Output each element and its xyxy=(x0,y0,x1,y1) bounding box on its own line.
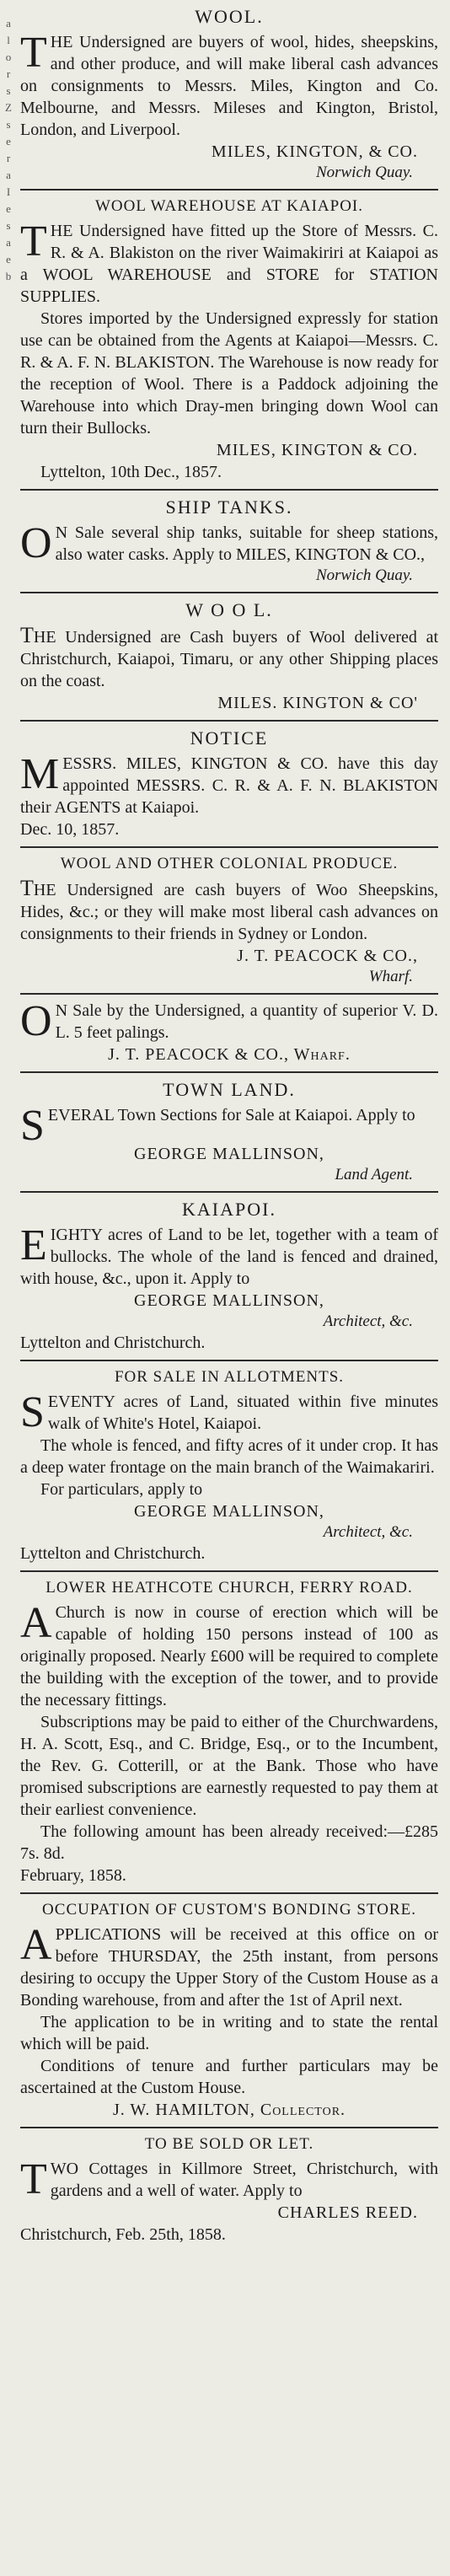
ad-body: N Sale by the Undersigned, a quantity of superior V. D. L. 5 feet palings. xyxy=(55,1001,438,1042)
ad-signature: J. T. PEACOCK & CO., Wharf. xyxy=(108,1045,351,1064)
ad-date: Lyttelton, 10th Dec., 1857. xyxy=(40,463,222,481)
gutter-mark: a xyxy=(6,169,11,181)
gutter-mark: a xyxy=(6,17,11,30)
gutter-mark: l xyxy=(7,34,10,46)
ad-heading: OCCUPATION OF CUSTOM'S BONDING STORE. xyxy=(42,1901,416,1919)
ad-heading: WOOL. xyxy=(195,6,264,27)
ad-signature: J. T. PEACOCK & CO., xyxy=(237,947,418,965)
gutter-mark: e xyxy=(6,202,11,215)
ad-body: HE Undersigned are cash buyers of Woo Sheepskins, Hides, &c.; or they will make most liberal cash advances on consignments to their friends in Sydney or London. xyxy=(20,881,438,943)
gutter-mark: e xyxy=(6,135,11,148)
ad-heading: LOWER HEATHCOTE CHURCH, FERRY ROAD. xyxy=(46,1579,413,1597)
ad-heading: W O O L. xyxy=(185,599,273,620)
gutter-mark: a xyxy=(6,236,11,249)
margin-gutter xyxy=(3,15,14,285)
ad-signature: GEORGE MALLINSON, xyxy=(134,1502,324,1521)
ad-subtitle: Architect, &c. xyxy=(323,1523,413,1541)
drop-cap: A xyxy=(20,1599,52,1647)
ad-colonial-produce xyxy=(20,848,438,995)
ad-palings xyxy=(20,995,438,1073)
ad-body: N Sale several ship tanks, suitable for sheep stations, also water casks. Apply to MILES, KINGTON & CO., xyxy=(55,523,438,564)
ad-heading: WOOL WAREHOUSE AT KAIAPOI. xyxy=(94,197,364,215)
ad-body: HE Undersigned have fitted up the Store of Messrs. C. R. & A. Blakiston on the river Waimakiriri at Kaiapoi as a WOOL WAREHOUSE and STORE for STATION SUPPLIES. xyxy=(20,222,438,306)
ad-body: Church is now in course of erection which will be capable of holding 150 persons instead of 100 as originally proposed. Nearly £600 will be required to complete the building with the exception of the tower, and to provide the necessary fittings. xyxy=(20,1603,438,1709)
ad-wool-warehouse xyxy=(20,191,438,491)
ad-ship-tanks xyxy=(20,491,438,593)
drop-cap: O xyxy=(20,519,52,567)
ad-subtitle: Architect, &c. xyxy=(323,1312,413,1330)
ad-address: Norwich Quay. xyxy=(315,164,413,181)
ad-body-paragraph: Stores imported by the Undersigned expressly for station use can be obtained from the Agents at Kaiapoi—Messrs. C. R. & A. F. N. BLAKISTON. The Warehouse is now ready for the reception of Wool. There is a Paddock adjoining the Warehouse into which Dray-men bringing down Wool can turn their Bullocks. xyxy=(20,309,438,437)
ad-body: HE Undersigned are Cash buyers of Wool delivered at Christchurch, Kaiapoi, Timaru, or any other Shipping places on the coast. xyxy=(20,628,438,690)
gutter-mark: o xyxy=(5,51,12,63)
ad-signature: MILES. KINGTON & CO' xyxy=(217,694,418,712)
ad-heading: NOTICE xyxy=(190,727,269,749)
ad-wool xyxy=(20,0,438,191)
ad-heading: SHIP TANKS. xyxy=(165,496,293,518)
ad-date: Lyttelton and Christchurch. xyxy=(20,1334,206,1352)
drop-cap: T xyxy=(20,2155,47,2203)
gutter-mark: e xyxy=(6,253,11,266)
ad-wool-cash xyxy=(20,593,438,722)
ad-body: PPLICATIONS will be received at this office on or before THURSDAY, the 25th instant, from persons desiring to occupy the Upper Story of the Custom House as a Bonding warehouse, from and after the 1st of April next. xyxy=(20,1925,438,2010)
ad-body: IGHTY acres of Land to be let, together with a team of bullocks. The whole of the land is fenced and drained, with house, &c., upon it. Apply to xyxy=(20,1226,438,1288)
ad-town-land xyxy=(20,1073,438,1193)
advertisement-column xyxy=(20,0,438,2251)
ad-body-paragraph: The whole is fenced, and fifty acres of it under crop. It has a deep water frontage on the main branch of the Waimakariri. xyxy=(20,1436,438,1477)
drop-cap: A xyxy=(20,1921,52,1969)
ad-bonding-store xyxy=(20,1894,438,2128)
ad-address: Norwich Quay. xyxy=(315,566,413,584)
ad-body-paragraph: For particulars, apply to xyxy=(40,1480,203,1499)
gutter-mark: Z xyxy=(5,101,12,114)
ad-address: Wharf. xyxy=(368,968,413,985)
drop-cap: T xyxy=(20,623,34,647)
ad-body: WO Cottages in Killmore Street, Christchurch, with gardens and a well of water. Apply to xyxy=(50,2160,438,2200)
ad-kaiapoi xyxy=(20,1193,438,1361)
drop-cap: T xyxy=(20,217,47,266)
gutter-mark: r xyxy=(6,152,11,164)
ad-heading: KAIAPOI. xyxy=(182,1199,276,1220)
ad-body-paragraph: Conditions of tenure and further particulars may be ascertained at the Custom House. xyxy=(20,2057,438,2097)
ad-signature: GEORGE MALLINSON, xyxy=(134,1145,324,1163)
ad-signature: MILES, KINGTON & CO. xyxy=(216,441,418,459)
ad-signature: CHARLES REED. xyxy=(277,2203,418,2222)
gutter-mark: s xyxy=(6,219,11,232)
ad-heading: FOR SALE IN ALLOTMENTS. xyxy=(114,1368,345,1386)
drop-cap: M xyxy=(20,750,60,798)
drop-cap: T xyxy=(20,876,34,900)
ad-heathcote-church xyxy=(20,1572,438,1894)
ad-signature: MILES, KINGTON, & CO. xyxy=(211,142,418,161)
ad-signature: GEORGE MALLINSON, xyxy=(134,1291,324,1310)
ad-body-paragraph: The following amount has been already received:—£285 7s. 8d. xyxy=(20,1822,438,1863)
ad-date: February, 1858. xyxy=(20,1866,126,1885)
ad-heading: WOOL AND OTHER COLONIAL PRODUCE. xyxy=(60,855,399,872)
drop-cap: S xyxy=(20,1388,45,1436)
gutter-mark: I xyxy=(6,185,11,198)
ad-notice xyxy=(20,722,438,848)
ad-body: EVERAL Town Sections for Sale at Kaiapoi. Apply to xyxy=(47,1106,415,1124)
drop-cap: T xyxy=(20,29,47,77)
ad-body: HE Undersigned are buyers of wool, hides, sheepskins, and other produce, and will make liberal cash advances on consignments to Messrs. Miles, Kington and Co. Melbourne, and Messrs. Mileses and Kington, Bristol, London, and Liverpool. xyxy=(20,33,438,139)
gutter-mark: s xyxy=(6,84,11,97)
ad-date: Christchurch, Feb. 25th, 1858. xyxy=(20,2225,226,2244)
ad-date: Lyttelton and Christchurch. xyxy=(20,1544,206,1563)
ad-sold-or-let xyxy=(20,2128,438,2251)
drop-cap: O xyxy=(20,997,52,1045)
ad-date: Dec. 10, 1857. xyxy=(20,820,120,839)
gutter-mark: r xyxy=(6,67,11,80)
drop-cap: E xyxy=(20,1221,47,1269)
ad-allotments xyxy=(20,1361,438,1572)
ad-body-paragraph: Subscriptions may be paid to either of the Churchwardens, H. A. Scott, Esq., and C. Bridge, Esq., or to the Incumbent, the Rev. G. Cotterill, or at the Bank. Those who have promised subscriptions are earnestly requested to pay them at their earliest convenience. xyxy=(20,1713,438,1819)
ad-subtitle: Land Agent. xyxy=(335,1166,413,1183)
gutter-mark: b xyxy=(5,270,12,282)
ad-heading: TO BE SOLD OR LET. xyxy=(144,2135,314,2153)
ad-body-paragraph: The application to be in writing and to state the rental which will be paid. xyxy=(20,2013,438,2053)
drop-cap: S xyxy=(20,1102,45,1150)
gutter-mark: s xyxy=(6,118,11,131)
ad-body: ESSRS. MILES, KINGTON & CO. have this day appointed MESSRS. C. R. & A. F. N. BLAKISTON their AGENTS at Kaiapoi. xyxy=(20,754,438,817)
ad-heading: TOWN LAND. xyxy=(163,1079,296,1100)
ad-body: EVENTY acres of Land, situated within five minutes walk of White's Hotel, Kaiapoi. xyxy=(47,1393,438,1433)
ad-signature: J. W. HAMILTON, Collector. xyxy=(112,2101,346,2119)
